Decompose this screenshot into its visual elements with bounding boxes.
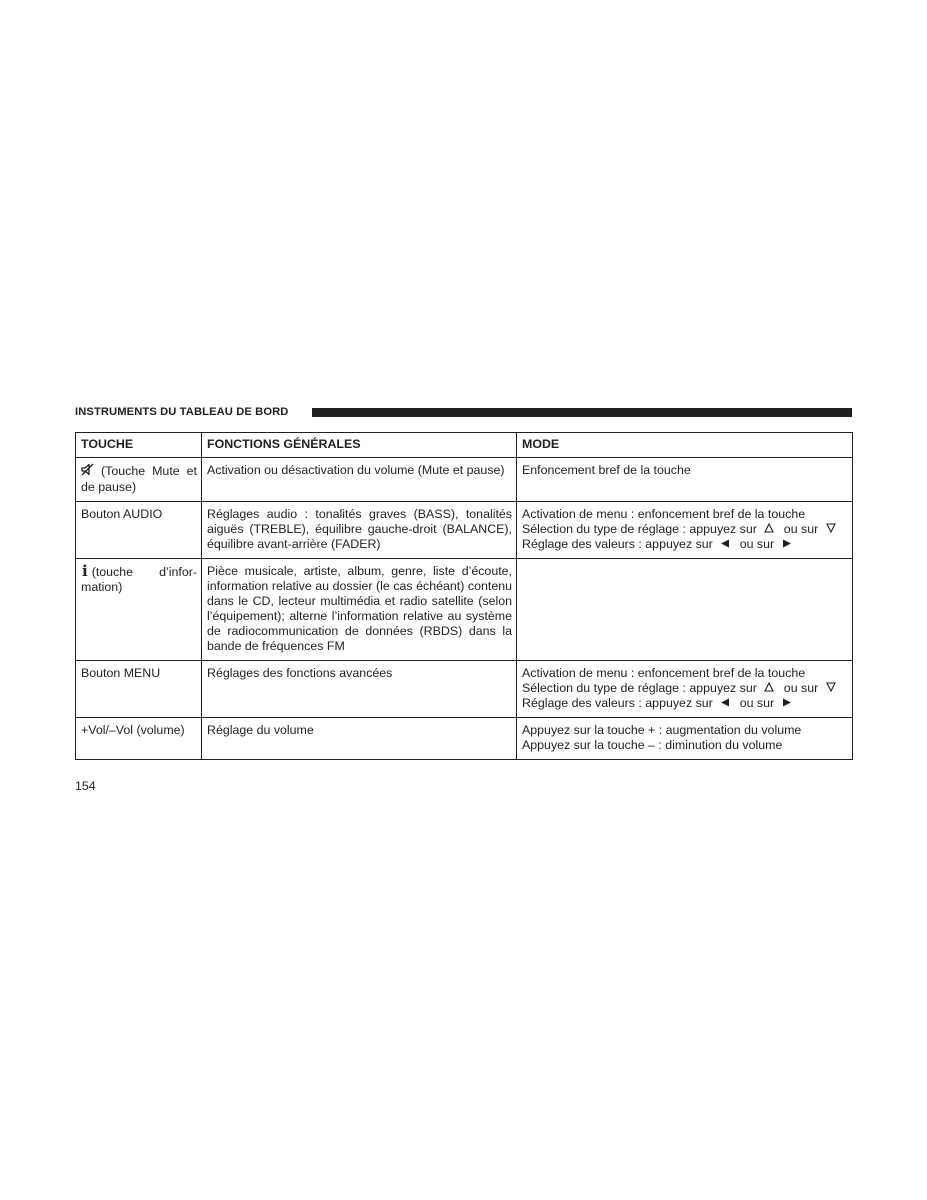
mode-text: Réglage des valeurs : appuyez sur [522, 537, 713, 551]
table-header-row [76, 433, 853, 458]
fonctions-cell: Pièce musicale, artiste, album, genre, liste d’écoute, information relative au dossier (le cas échéant) contenu dans le CD, lecteur multimédia et radio satellite (selon l’équipement); alterne l’information relative au système de radiocommunication de données (RBDS) dans la bande de fréquences FM [202, 559, 517, 661]
controls-table [75, 432, 853, 760]
touche-cell: Bouton AUDIO [76, 502, 202, 559]
mode-text: ou sur [783, 681, 819, 695]
mode-cell [517, 661, 853, 718]
left-arrow-icon [720, 696, 730, 711]
section-title: INSTRUMENTS DU TABLEAU DE BORD [75, 406, 289, 418]
table-row [76, 661, 853, 718]
mode-line: Appuyez sur la touche + : augmentation du volume [522, 723, 802, 737]
fonctions-cell: Activation ou désactivation du volume (Mute et pause) [202, 458, 517, 502]
column-header-fonctions: FONCTIONS GÉNÉRALES [202, 433, 517, 458]
right-arrow-icon [782, 696, 792, 711]
left-arrow-icon [720, 537, 730, 552]
touche-cell [76, 559, 202, 661]
mode-text: Sélection du type de réglage : appuyez sur [522, 522, 757, 536]
mode-cell: Enfoncement bref de la touche [517, 458, 853, 502]
fonctions-cell: Réglages des fonctions avancées [202, 661, 517, 718]
mode-text: ou sur [783, 522, 819, 536]
mode-line: Appuyez sur la touche – : diminution du volume [522, 738, 783, 752]
section-divider-bar [312, 408, 852, 417]
fonctions-cell: Réglage du volume [202, 718, 517, 760]
touche-cell: +Vol/–Vol (volume) [76, 718, 202, 760]
touche-cell [76, 458, 202, 502]
touche-label: (touche d’infor- mation) [81, 565, 197, 594]
mode-line [522, 681, 848, 696]
mode-text: Sélection du type de réglage : appuyez sur [522, 681, 757, 695]
mode-cell [517, 718, 853, 760]
mode-line: Activation de menu : enfoncement bref de la touche [522, 666, 806, 680]
table-row [76, 502, 853, 559]
down-triangle-icon [826, 681, 836, 696]
down-triangle-icon [826, 522, 836, 537]
mode-line [522, 696, 848, 711]
right-arrow-icon [782, 537, 792, 552]
table-row [76, 559, 853, 661]
mode-text: ou sur [739, 537, 775, 551]
mode-line: Activation de menu : enfoncement bref de la touche [522, 507, 806, 521]
mode-line [522, 522, 848, 537]
table-row [76, 718, 853, 760]
mode-cell [517, 559, 853, 661]
fonctions-cell: Réglages audio : tonalités graves (BASS), tonalités aiguës (TREBLE), équilibre gauche-droit (BALANCE), équilibre avant-arrière (FADER) [202, 502, 517, 559]
column-header-touche: TOUCHE [76, 433, 202, 458]
touche-label: (Touche Mute et de pause) [81, 464, 197, 494]
mode-line [522, 537, 848, 552]
column-header-mode: MODE [517, 433, 853, 458]
up-triangle-icon [764, 522, 774, 537]
info-icon: i [82, 562, 88, 580]
mode-cell [517, 502, 853, 559]
section-header [75, 405, 852, 419]
touche-cell: Bouton MENU [76, 661, 202, 718]
mode-text: Réglage des valeurs : appuyez sur [522, 696, 713, 710]
page-number: 154 [75, 779, 96, 793]
up-triangle-icon [764, 681, 774, 696]
mode-text: ou sur [739, 696, 775, 710]
mute-icon [81, 463, 94, 480]
table-row [76, 458, 853, 502]
